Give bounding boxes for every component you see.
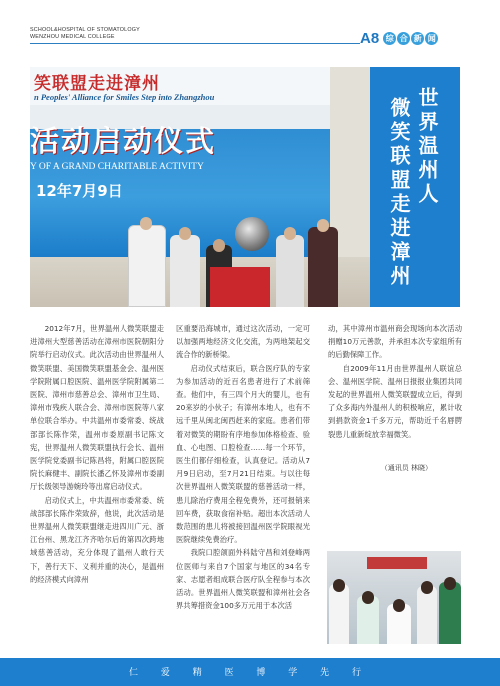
- article-column-2: [176, 322, 310, 612]
- article-column-3: [328, 322, 462, 441]
- school-name-line2: WENZHOU MEDICAL COLLEGE: [30, 34, 115, 40]
- article-column-1: [30, 322, 164, 586]
- paragraph: 自2009年11月由世界温州人联谊总会、温州医学院、温州日报报业集团共同发起的世界温州人微笑联盟成立后，得到了众多海内外温州人的积极响应，累计收到捐款资金1千多万元，帮助近千名唇腭裂患儿重新绽放幸福微笑。: [328, 363, 462, 439]
- person-head: [140, 217, 152, 230]
- person-figure: [308, 227, 338, 307]
- person-figure: [329, 584, 349, 644]
- headline-line2: 微笑联盟走进漳州: [387, 97, 411, 289]
- paragraph: 启动仪式上，中共温州市委常委、统战部部长陈作荣致辞，他说，此次活动是世界温州人微笑联盟继走进四川广元、浙江台州、黑龙江齐齐哈尔后的第四次跨地域慈善活动，充分体现了温州人敢行天下，善行天下、义利并重的决心，是温州的经济模式向漳州: [30, 495, 164, 584]
- person-head: [444, 577, 456, 590]
- stage-table: [210, 267, 270, 307]
- section-char-4: 闻: [425, 32, 438, 45]
- banner-subtitle: Y OF A GRAND CHARITABLE ACTIVITY: [30, 162, 204, 172]
- banner-top-strip: [30, 67, 370, 105]
- person-figure: [439, 582, 461, 644]
- page-number: A8: [360, 29, 380, 47]
- paragraph: 2012年7月，世界温州人微笑联盟走进漳州大型慈善活动在漳州市医院朝阳分院举行启动仪式。此次活动由世界温州人微笑联盟、美国微笑联盟基金会、温州医学院附属口腔医院、温州医学院附属第二医院、漳州市慈善总会、漳州市卫生局、漳州市残疾人联合会、漳州市医院等八家单位联合举办。中共温州市委常委、统战部部长陈作荣，温州市委原副书记陈文宪，世界温州人微笑联盟执行会长、温州医学院党委副书记陈昌将，附属口腔医院院长麻健丰、副院长潘乙怀及漳州市委副厅长级领导游婉玲等出席启动仪式。: [30, 324, 164, 492]
- person-head: [179, 227, 191, 240]
- person-figure: [417, 586, 437, 644]
- page-header: [0, 0, 500, 48]
- section-label: [383, 32, 439, 45]
- headline-line1: 世界温州人: [415, 87, 439, 207]
- ceremony-globe: [235, 217, 269, 251]
- school-name-line1: SCHOOL&HOSPITAL OF STOMATOLOGY: [30, 27, 140, 33]
- banner-title: 活动启动仪式: [30, 124, 217, 158]
- banner-top-en: n Peoples' Alliance for Smiles Step into Zhangzhou: [34, 92, 215, 102]
- footer-motto: 仁 爱 精 医 博 学 先 行: [128, 668, 372, 678]
- section-char-2: 合: [397, 32, 410, 45]
- title-panel: [370, 67, 460, 307]
- hero-section: [30, 67, 460, 307]
- school-name-en: [30, 27, 140, 41]
- page-footer: [0, 658, 500, 686]
- banner-top-cn: 笑联盟走进漳州: [34, 74, 160, 94]
- person-head: [317, 219, 329, 232]
- header-divider: [30, 43, 360, 44]
- person-head: [213, 239, 225, 252]
- paragraph: 我院口腔颌面外科陆守昌和刘登峰两位医师与来自7个国家与地区的34名专家、志愿者组成联合医疗队全程参与本次活动。世界温州人微笑联盟和漳州社会各界共筹措资金100多万元用于本次活: [176, 548, 310, 611]
- page-tag: [360, 27, 439, 49]
- banner-date: 12年7月9日: [36, 182, 123, 200]
- ceremony-photo: [30, 67, 370, 307]
- person-figure: [170, 235, 200, 307]
- paragraph: 动，其中漳州市温州商会现场向本次活动捐赠10万元善款，并承担本次专家组所有的后勤保障工作。: [328, 324, 462, 360]
- person-head: [421, 581, 433, 594]
- person-head: [393, 599, 405, 612]
- article-byline: （通讯员 林晓）: [380, 464, 432, 472]
- wall-sign: [367, 557, 427, 569]
- medical-team-photo: [327, 551, 461, 644]
- person-head: [362, 591, 374, 604]
- section-char-1: 综: [383, 32, 396, 45]
- person-head: [284, 227, 296, 240]
- section-char-3: 新: [411, 32, 424, 45]
- person-figure: [128, 225, 166, 307]
- paragraph: 区重要沿海城市，通过这次活动，一定可以加强两地经济文化交流，为两地架起交流合作的新桥梁。: [176, 324, 310, 360]
- paragraph: 启动仪式结束后，联合医疗队的专家为参加活动的近百名患者进行了术前筛查。他们中，有三四个月大的婴儿，也有20来岁的小伙子；有漳州本地人，也有不远千里从闽北闽西赶来的家庭。患者们带着对微笑的期盼有序地参加体格检查、验血、心电图、口腔检查……每一个环节，医生们都仔细检查，认真登记。活动从7月9日启动，至7月21日结束。与以往每次世界温州人微笑联盟的慈善活动一样，患儿除治疗费用全程免费外，还可报销来回车费，获取食宿补贴。超出本次活动人数范围的患儿将被接回温州医学院眼视光医院继续免费治疗。: [176, 363, 310, 545]
- person-figure: [276, 235, 304, 307]
- person-head: [333, 579, 345, 592]
